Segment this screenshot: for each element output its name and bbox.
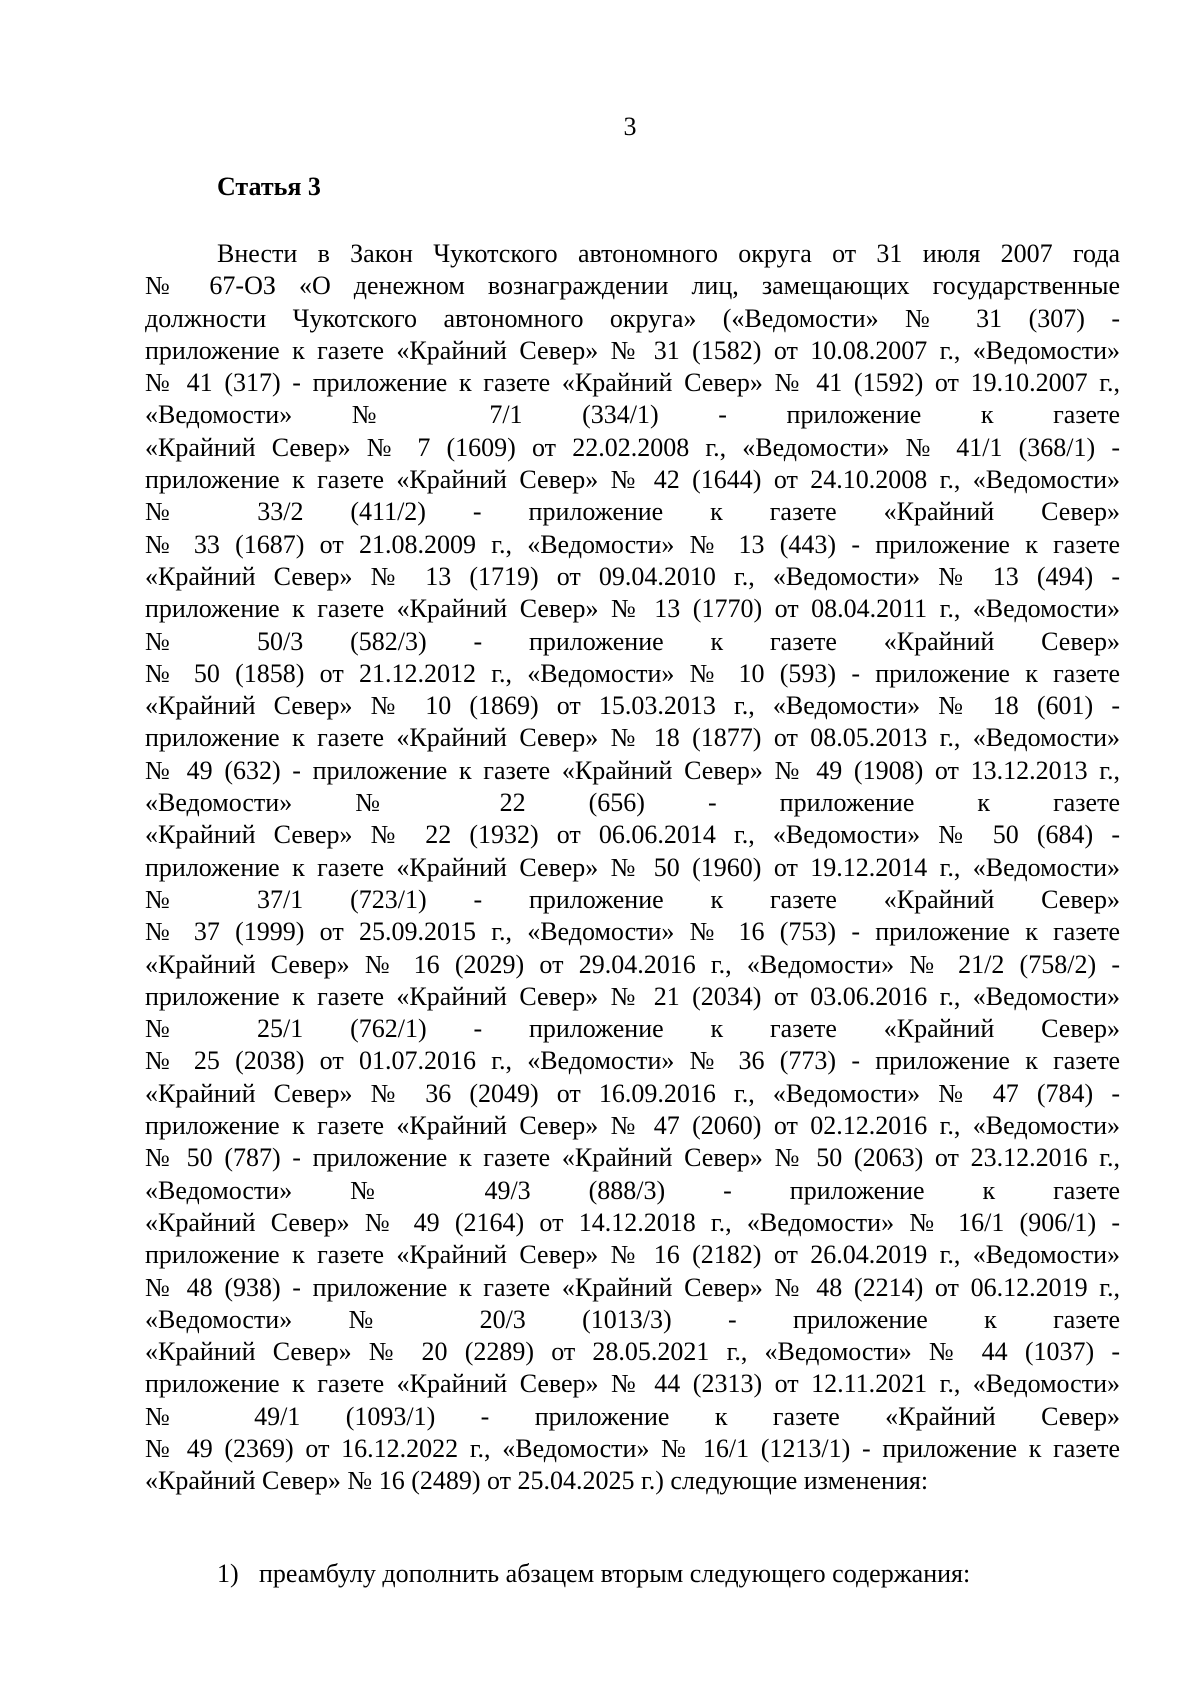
paragraph-line: приложение к газете «Крайний Север» № 21 (2034) от 03.06.2016 г., «Ведомости» <box>145 981 1120 1011</box>
paragraph-line: № 33/2 (411/2) - приложение к газете «Крайний Север» <box>145 497 1120 527</box>
list-item-text: преамбулу дополнить абзацем вторым следующего содержания: <box>259 1559 971 1588</box>
paragraph-line: приложение к газете «Крайний Север» № 50 (1960) от 19.12.2014 г., «Ведомости» <box>145 852 1120 882</box>
paragraph-line: № 49/1 (1093/1) - приложение к газете «Крайний Север» <box>145 1401 1120 1431</box>
paragraph-line: «Крайний Север» № 36 (2049) от 16.09.2016 г., «Ведомости» № 47 (784) - <box>145 1078 1120 1108</box>
paragraph-line: «Ведомости» № 22 (656) - приложение к газете <box>145 788 1120 818</box>
paragraph-line: № 37 (1999) от 25.09.2015 г., «Ведомости» № 16 (753) - приложение к газете <box>145 917 1120 947</box>
paragraph-line: № 33 (1687) от 21.08.2009 г., «Ведомости» № 13 (443) - приложение к газете <box>145 529 1120 559</box>
paragraph-line: «Крайний Север» № 49 (2164) от 14.12.2018 г., «Ведомости» № 16/1 (906/1) - <box>145 1207 1120 1237</box>
paragraph-line: № 25 (2038) от 01.07.2016 г., «Ведомости» № 36 (773) - приложение к газете <box>145 1046 1120 1076</box>
paragraph-line: Внести в Закон Чукотского автономного округа от 31 июля 2007 года <box>217 239 1120 268</box>
paragraph-line: № 37/1 (723/1) - приложение к газете «Крайний Север» <box>145 884 1120 914</box>
paragraph-line: № 49 (2369) от 16.12.2022 г., «Ведомости» № 16/1 (1213/1) - приложение к газете <box>145 1433 1120 1463</box>
paragraph-line: приложение к газете «Крайний Север» № 42 (1644) от 24.10.2008 г., «Ведомости» <box>145 465 1120 495</box>
paragraph-line: «Крайний Север» № 22 (1932) от 06.06.2014 г., «Ведомости» № 50 (684) - <box>145 820 1120 850</box>
paragraph-line: приложение к газете «Крайний Север» № 47 (2060) от 02.12.2016 г., «Ведомости» <box>145 1111 1120 1141</box>
paragraph-line: № 49 (632) - приложение к газете «Крайний Север» № 49 (1908) от 13.12.2013 г., <box>145 755 1120 785</box>
paragraph-line: приложение к газете «Крайний Север» № 16 (2182) от 26.04.2019 г., «Ведомости» <box>145 1240 1120 1270</box>
paragraph-line: «Крайний Север» № 16 (2489) от 25.04.2025 г.) следующие изменения: <box>145 1466 929 1496</box>
paragraph-line: «Ведомости» № 20/3 (1013/3) - приложение к газете <box>145 1304 1120 1334</box>
paragraph-line: № 67-ОЗ «О денежном вознаграждении лиц, замещающих государственные <box>145 271 1120 301</box>
paragraph-line: приложение к газете «Крайний Север» № 44 (2313) от 12.11.2021 г., «Ведомости» <box>145 1369 1120 1399</box>
page-number: 3 <box>623 112 637 141</box>
paragraph-line: № 25/1 (762/1) - приложение к газете «Крайний Север» <box>145 1014 1120 1044</box>
paragraph-line: № 50 (787) - приложение к газете «Крайний Север» № 50 (2063) от 23.12.2016 г., <box>145 1143 1120 1173</box>
paragraph-line: «Крайний Север» № 10 (1869) от 15.03.2013 г., «Ведомости» № 18 (601) - <box>145 691 1120 721</box>
paragraph-line: «Крайний Север» № 20 (2289) от 28.05.2021 г., «Ведомости» № 44 (1037) - <box>145 1337 1120 1367</box>
paragraph-line: «Крайний Север» № 13 (1719) от 09.04.2010 г., «Ведомости» № 13 (494) - <box>145 561 1120 591</box>
paragraph-line: № 50/3 (582/3) - приложение к газете «Крайний Север» <box>145 626 1120 656</box>
list-item-marker: 1) <box>217 1559 239 1588</box>
paragraph-line: № 50 (1858) от 21.12.2012 г., «Ведомости» № 10 (593) - приложение к газете <box>145 658 1120 688</box>
paragraph-line: должности Чукотского автономного округа» («Ведомости» № 31 (307) - <box>145 303 1120 333</box>
paragraph-line: «Ведомости» № 49/3 (888/3) - приложение к газете <box>145 1175 1120 1205</box>
article-heading: Статья 3 <box>217 172 321 201</box>
paragraph-line: приложение к газете «Крайний Север» № 31 (1582) от 10.08.2007 г., «Ведомости» <box>145 335 1120 365</box>
list-item <box>217 1558 970 1590</box>
paragraph-line: приложение к газете «Крайний Север» № 13 (1770) от 08.04.2011 г., «Ведомости» <box>145 594 1120 624</box>
paragraph-line: приложение к газете «Крайний Север» № 18 (1877) от 08.05.2013 г., «Ведомости» <box>145 723 1120 753</box>
paragraph-line: «Крайний Север» № 16 (2029) от 29.04.2016 г., «Ведомости» № 21/2 (758/2) - <box>145 949 1120 979</box>
paragraph-line: № 41 (317) - приложение к газете «Крайний Север» № 41 (1592) от 19.10.2007 г., <box>145 368 1120 398</box>
paragraph-line: № 48 (938) - приложение к газете «Крайний Север» № 48 (2214) от 06.12.2019 г., <box>145 1272 1120 1302</box>
article-paragraph <box>145 238 1120 1498</box>
paragraph-line: «Ведомости» № 7/1 (334/1) - приложение к газете <box>145 400 1120 430</box>
paragraph-line: «Крайний Север» № 7 (1609) от 22.02.2008 г., «Ведомости» № 41/1 (368/1) - <box>145 432 1120 462</box>
